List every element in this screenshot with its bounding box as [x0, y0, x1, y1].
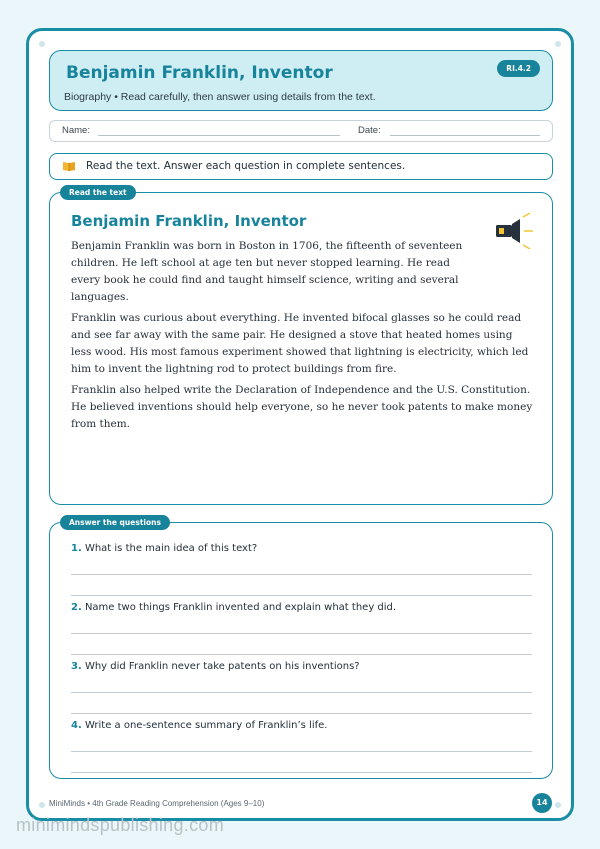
question-text	[71, 661, 532, 672]
corner-dot	[555, 802, 561, 808]
answer-line[interactable]	[71, 595, 532, 596]
worksheet-page	[26, 28, 574, 821]
reading-paragraph: Franklin was curious about everything. He invented bifocal glasses so he could read and see far away with the same pair. He designed a stove that heated homes using less wood. His most famous experiment showed that lightning is electricity, which led him to invent the lightning rod to protect buildings from fire.	[71, 312, 529, 375]
open-book-icon	[62, 160, 76, 172]
date-field[interactable]	[390, 135, 540, 136]
worksheet-header	[49, 50, 553, 111]
question-item	[71, 602, 532, 613]
question-number: 1.	[71, 543, 82, 554]
reading-tab-label: Read the text	[60, 185, 136, 200]
watermark: minimindspublishing.com	[16, 815, 224, 835]
question-item	[71, 543, 532, 554]
corner-dot	[555, 41, 561, 47]
question-prompt: What is the main idea of this text?	[84, 543, 258, 554]
question-prompt: Name two things Franklin invented and explain what they did.	[84, 602, 397, 613]
question-number: 3.	[71, 661, 82, 672]
name-date-row	[49, 120, 553, 142]
answer-line[interactable]	[71, 574, 532, 575]
instruction-box	[49, 153, 553, 180]
question-prompt: Why did Franklin never take patents on his inventions?	[84, 661, 360, 672]
corner-dot	[39, 802, 45, 808]
question-prompt: Write a one-sentence summary of Franklin’s life.	[84, 720, 328, 731]
instruction-text: Read the text. Answer each question in complete sentences.	[86, 160, 406, 172]
name-label: Name:	[62, 125, 90, 136]
reading-paragraph: Franklin also helped write the Declaration of Independence and the U.S. Constitution. He believed inventions should help everyone, so he never took patents to make money from them.	[71, 384, 533, 430]
questions-tab-label: Answer the questions	[60, 515, 170, 530]
name-field[interactable]	[98, 135, 340, 136]
answer-line[interactable]	[71, 772, 532, 773]
question-number: 2.	[71, 602, 82, 613]
question-text	[71, 543, 532, 554]
reading-passage	[71, 238, 536, 437]
answer-line[interactable]	[71, 713, 532, 714]
corner-dot	[39, 41, 45, 47]
question-text	[71, 720, 532, 731]
page-title: Benjamin Franklin, Inventor	[66, 63, 333, 83]
answer-line[interactable]	[71, 654, 532, 655]
reading-panel	[49, 188, 553, 505]
question-number: 4.	[71, 720, 82, 731]
page-number-badge: 14	[532, 793, 552, 813]
reading-title: Benjamin Franklin, Inventor	[71, 212, 307, 230]
page-subtitle: Biography • Read carefully, then answer using details from the text.	[64, 91, 376, 103]
answer-line[interactable]	[71, 692, 532, 693]
footer-text: MiniMinds • 4th Grade Reading Comprehension (Ages 9–10)	[49, 799, 265, 808]
question-item	[71, 661, 532, 672]
question-item	[71, 720, 532, 731]
standard-badge: RI.4.2	[497, 60, 540, 77]
date-label: Date:	[358, 125, 381, 136]
questions-panel	[49, 518, 553, 779]
question-text	[71, 602, 532, 613]
answer-line[interactable]	[71, 751, 532, 752]
answer-line[interactable]	[71, 633, 532, 634]
reading-paragraph: Benjamin Franklin was born in Boston in 1706, the fifteenth of seventeen children. He left school at age ten but never stopped learning. He read every book he could find and taught himself science, writing and several languages.	[71, 240, 463, 303]
